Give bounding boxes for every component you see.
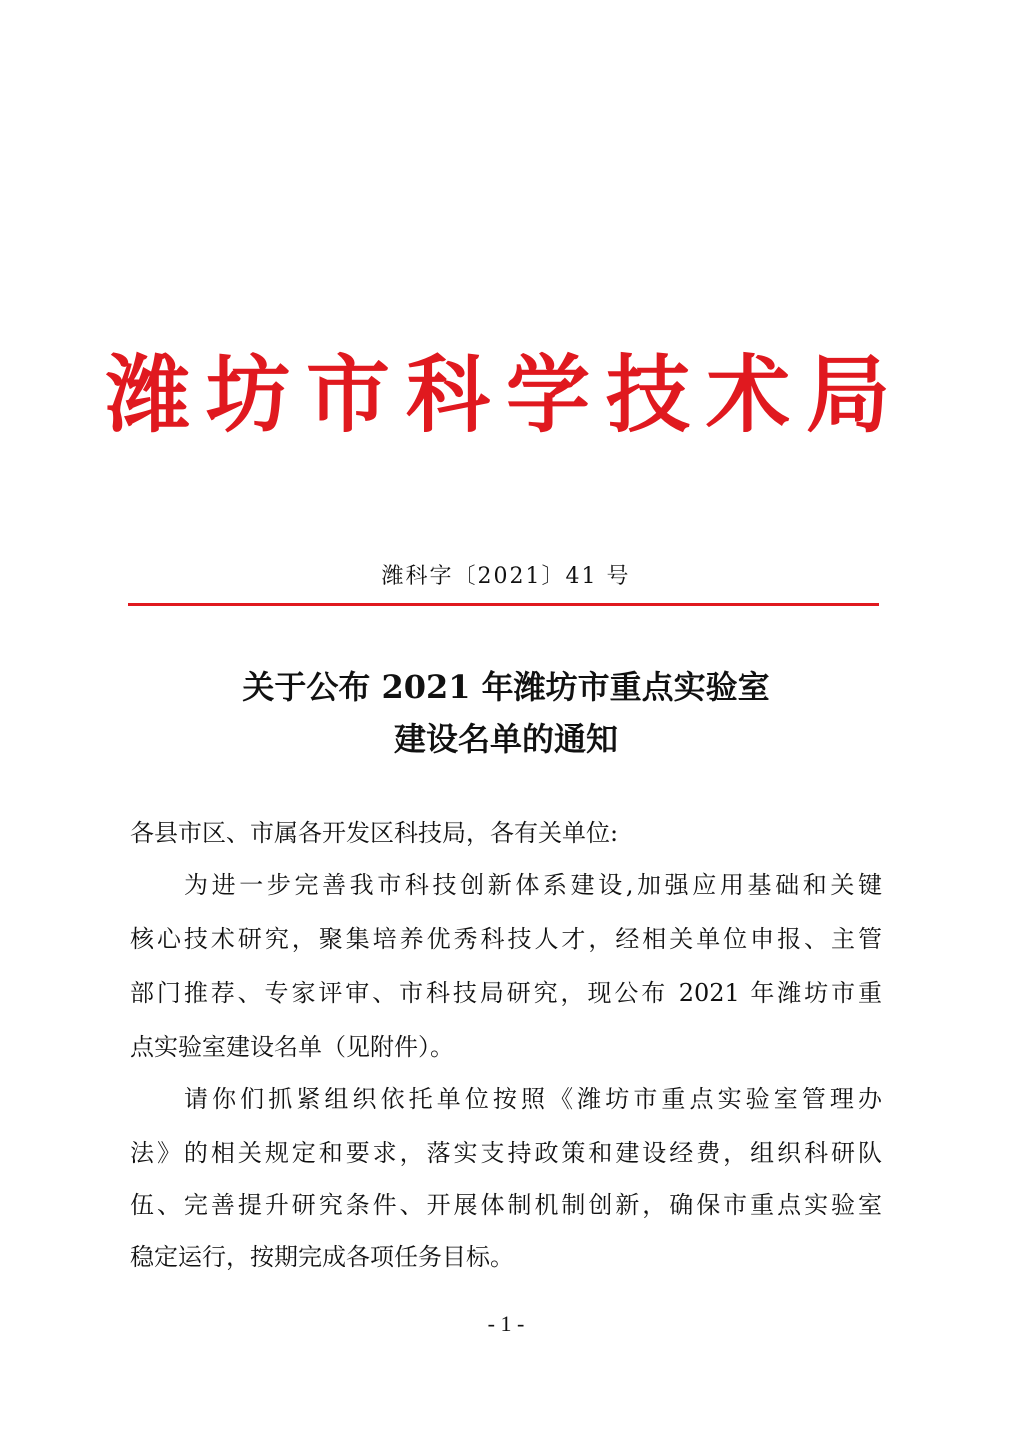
document-number: 潍科字〔2021〕41 号 xyxy=(381,564,631,589)
paragraph-2-line-4: 稳定运行，按期完成各项任务目标。 xyxy=(130,1243,514,1271)
paragraph-2-line-2: 法》的相关规定和要求，落实支持政策和建设经费，组织科研队 xyxy=(130,1139,882,1167)
document-title-line-1: 关于公布 2021 年潍坊市重点实验室 xyxy=(242,668,770,706)
paragraph-1-line-4: 点实验室建设名单（见附件）。 xyxy=(130,1033,454,1061)
page-number: - 1 - xyxy=(487,1311,525,1336)
paragraph-1-line-2: 核心技术研究，聚集培养优秀科技人才，经相关单位申报、主管 xyxy=(130,925,882,953)
paragraph-1-line-3: 部门推荐、专家评审、市科技局研究，现公布 2021 年潍坊市重 xyxy=(130,979,882,1007)
paragraph-1-line-1: 为进一步完善我市科技创新体系建设,加强应用基础和关键 xyxy=(184,871,882,899)
red-divider xyxy=(128,603,879,606)
issuer-header: 潍坊市科学技术局 xyxy=(105,346,906,444)
salutation: 各县市区、市属各开发区科技局，各有关单位: xyxy=(130,819,619,847)
paragraph-2-line-3: 伍、完善提升研究条件、开展体制机制创新，确保市重点实验室 xyxy=(130,1191,882,1219)
document-title-line-2: 建设名单的通知 xyxy=(393,720,618,758)
paragraph-2-line-1: 请你们抓紧组织依托单位按照《潍坊市重点实验室管理办 xyxy=(184,1085,882,1113)
